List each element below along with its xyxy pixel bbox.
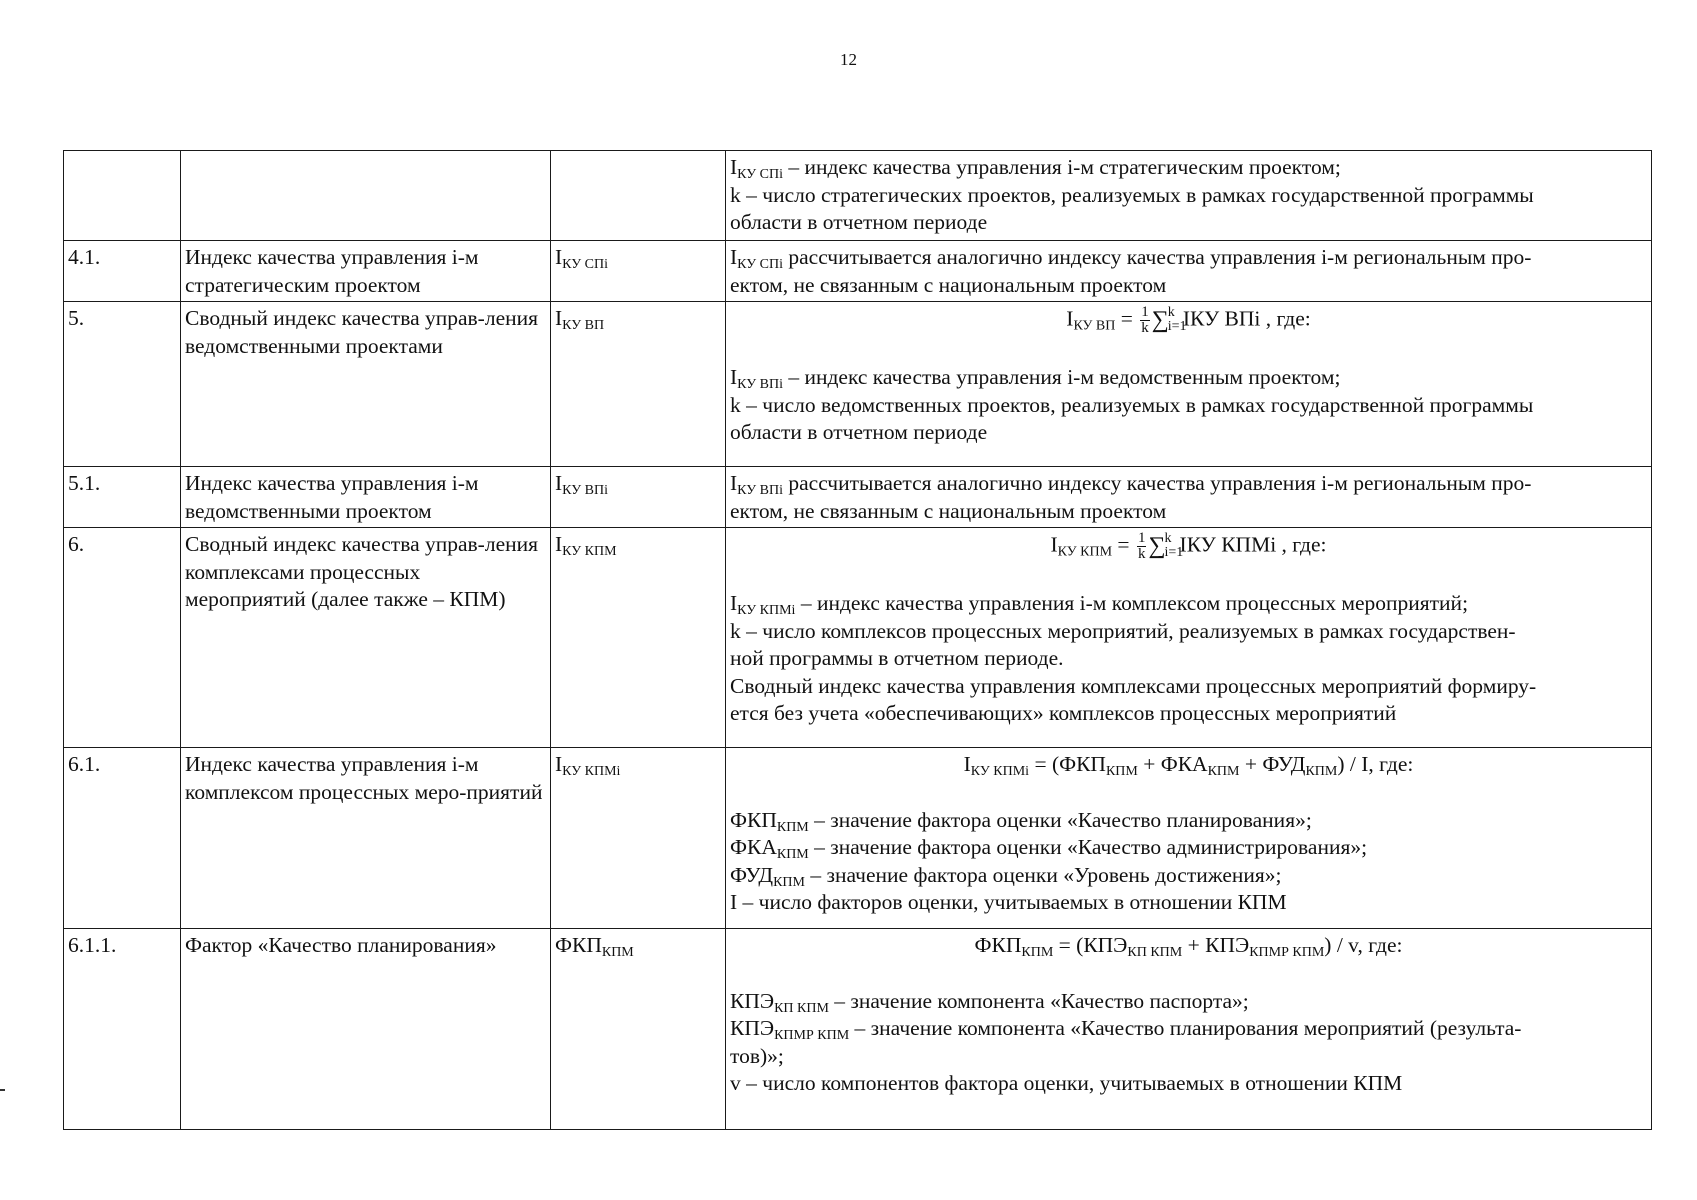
description-line: ной программы в отчетном периоде. — [730, 646, 1064, 670]
indicator-description — [726, 528, 1652, 748]
indicator-description — [726, 302, 1652, 467]
description-line: v – число компонентов фактора оценки, учитываемых в отношении КПМ — [730, 1071, 1403, 1095]
indicator-name: Сводный индекс качества управ-ления ведомственными проектами — [181, 302, 551, 467]
table-row — [64, 929, 1652, 1130]
formula: $I_{КУ КПМ}$ = $\frac{1}{k}$ ∑ k i=1 IКУ КПМi , где: — [1050, 530, 1327, 562]
description-line: k – число стратегических проектов, реализуемых в рамках государственной программы — [730, 182, 1534, 207]
description-line: тов)»; — [730, 1043, 784, 1068]
description-line: $I_{КУ СПi}$ рассчитывается аналогично индексу качества управления i-м региональным про- — [730, 245, 1532, 272]
description-line: $I_{КУ КПМi}$ – индекс качества управления i-м комплексом процессных мероприятий; — [730, 591, 1469, 618]
indicator-designation: $I_{КУ КПМi}$ — [551, 748, 726, 929]
table-row — [64, 151, 1652, 241]
description-line: $КПЭ_{КП КПМ}$ – значение компонента «Качество паспорта»; — [730, 988, 1249, 1016]
description-line: $ФУД_{КПМ}$ – значение фактора оценки «Уровень достижения»; — [730, 862, 1282, 890]
description-line: ектом, не связанным с национальным проектом — [730, 498, 1167, 523]
indicator-name: Сводный индекс качества управ-ления комплексами процессных мероприятий (далее также – КПМ) — [181, 528, 551, 748]
table-row — [64, 302, 1652, 467]
row-number: 6. — [64, 528, 181, 748]
sum-symbol: ∑ k i=1 — [1148, 530, 1184, 560]
description-line: $ФКП_{КПМ}$ – значение фактора оценки «Качество планирования»; — [730, 807, 1312, 835]
description-line: $I_{КУ ВПi}$ – индекс качества управления i-м ведомственным проектом; — [730, 365, 1341, 392]
description-line: ется без учета «обеспечивающих» комплексов процессных мероприятий — [730, 701, 1397, 725]
indicator-designation — [551, 151, 726, 241]
row-number — [64, 151, 181, 241]
fraction: $\frac{1}{k}$ — [1137, 530, 1146, 562]
indicator-description — [726, 929, 1652, 1130]
table-row — [64, 467, 1652, 528]
indicator-designation: $ФКП_{КПМ}$ — [551, 929, 726, 1130]
formula: $I_{КУ ВП}$ = $\frac{1}{k}$ ∑ k i=1 IКУ ВПi , где: — [1066, 304, 1311, 336]
description-line: Сводный индекс качества управления комплексами процессных мероприятий формиру- — [730, 673, 1537, 698]
indicator-name: Индекс качества управления i-м ведомственными проектом — [181, 467, 551, 528]
indicator-name: Фактор «Качество планирования» — [181, 929, 551, 1130]
description-line: области в отчетном периоде — [730, 420, 988, 444]
row-number: 6.1.1. — [64, 929, 181, 1130]
description-line: k – число ведомственных проектов, реализуемых в рамках государственной программы — [730, 392, 1534, 417]
description-line: $I_{КУ ВПi}$ рассчитывается аналогично индексу качества управления i-м региональным про- — [730, 471, 1532, 498]
formula: $ФКП_{КПМ} = (КПЭ_{КП КПМ} + КПЭ_{КПМР КПМ}) / v$, где: — [974, 933, 1403, 960]
indicator-description — [726, 467, 1652, 528]
page-number: 12 — [840, 50, 857, 69]
description-line: $ФКА_{КПМ}$ – значение фактора оценки «Качество администрирования»; — [730, 835, 1368, 862]
table-row — [64, 528, 1652, 748]
description-line: ектом, не связанным с национальным проектом — [730, 272, 1167, 297]
indicator-designation: $I_{КУ ВПi}$ — [551, 467, 726, 528]
table-row — [64, 748, 1652, 929]
row-number: 4.1. — [64, 241, 181, 302]
indicator-designation: $I_{КУ КПМ}$ — [551, 528, 726, 748]
table-row — [64, 241, 1652, 302]
indicator-name — [181, 151, 551, 241]
indicator-designation: $I_{КУ СПi}$ — [551, 241, 726, 302]
description-line: $КПЭ_{КПМР КПМ}$ – значение компонента «Качество планирования мероприятий (результа- — [730, 1016, 1522, 1043]
formula: $I_{КУ КПМi} = (ФКП_{КПМ} + ФКА_{КПМ} + ФУД_{КПМ}) / I$, где: — [963, 752, 1414, 779]
description-line: k – число комплексов процессных мероприятий, реализуемых в рамках государствен- — [730, 618, 1516, 643]
indicator-designation: $I_{КУ ВП}$ — [551, 302, 726, 467]
description-line: $I_{КУ СПi}$ – индекс качества управления i-м стратегическим проектом; — [730, 155, 1341, 182]
indicator-description — [726, 748, 1652, 929]
description-line: I – число факторов оценки, учитываемых в отношении КПМ — [730, 890, 1287, 914]
description-line: области в отчетном периоде — [730, 210, 988, 234]
indicator-table — [63, 150, 1652, 1130]
indicator-description — [726, 241, 1652, 302]
indicator-name: Индекс качества управления i-м комплексом процессных меро-приятий — [181, 748, 551, 929]
indicator-name: Индекс качества управления i-м стратегическим проектом — [181, 241, 551, 302]
row-number: 5. — [64, 302, 181, 467]
fraction: $\frac{1}{k}$ — [1141, 304, 1149, 336]
row-number: 5.1. — [64, 467, 181, 528]
sum-symbol: ∑ k i=1 — [1151, 304, 1187, 334]
row-number: 6.1. — [64, 748, 181, 929]
indicator-description — [726, 151, 1652, 241]
margin-mark — [0, 1089, 5, 1091]
